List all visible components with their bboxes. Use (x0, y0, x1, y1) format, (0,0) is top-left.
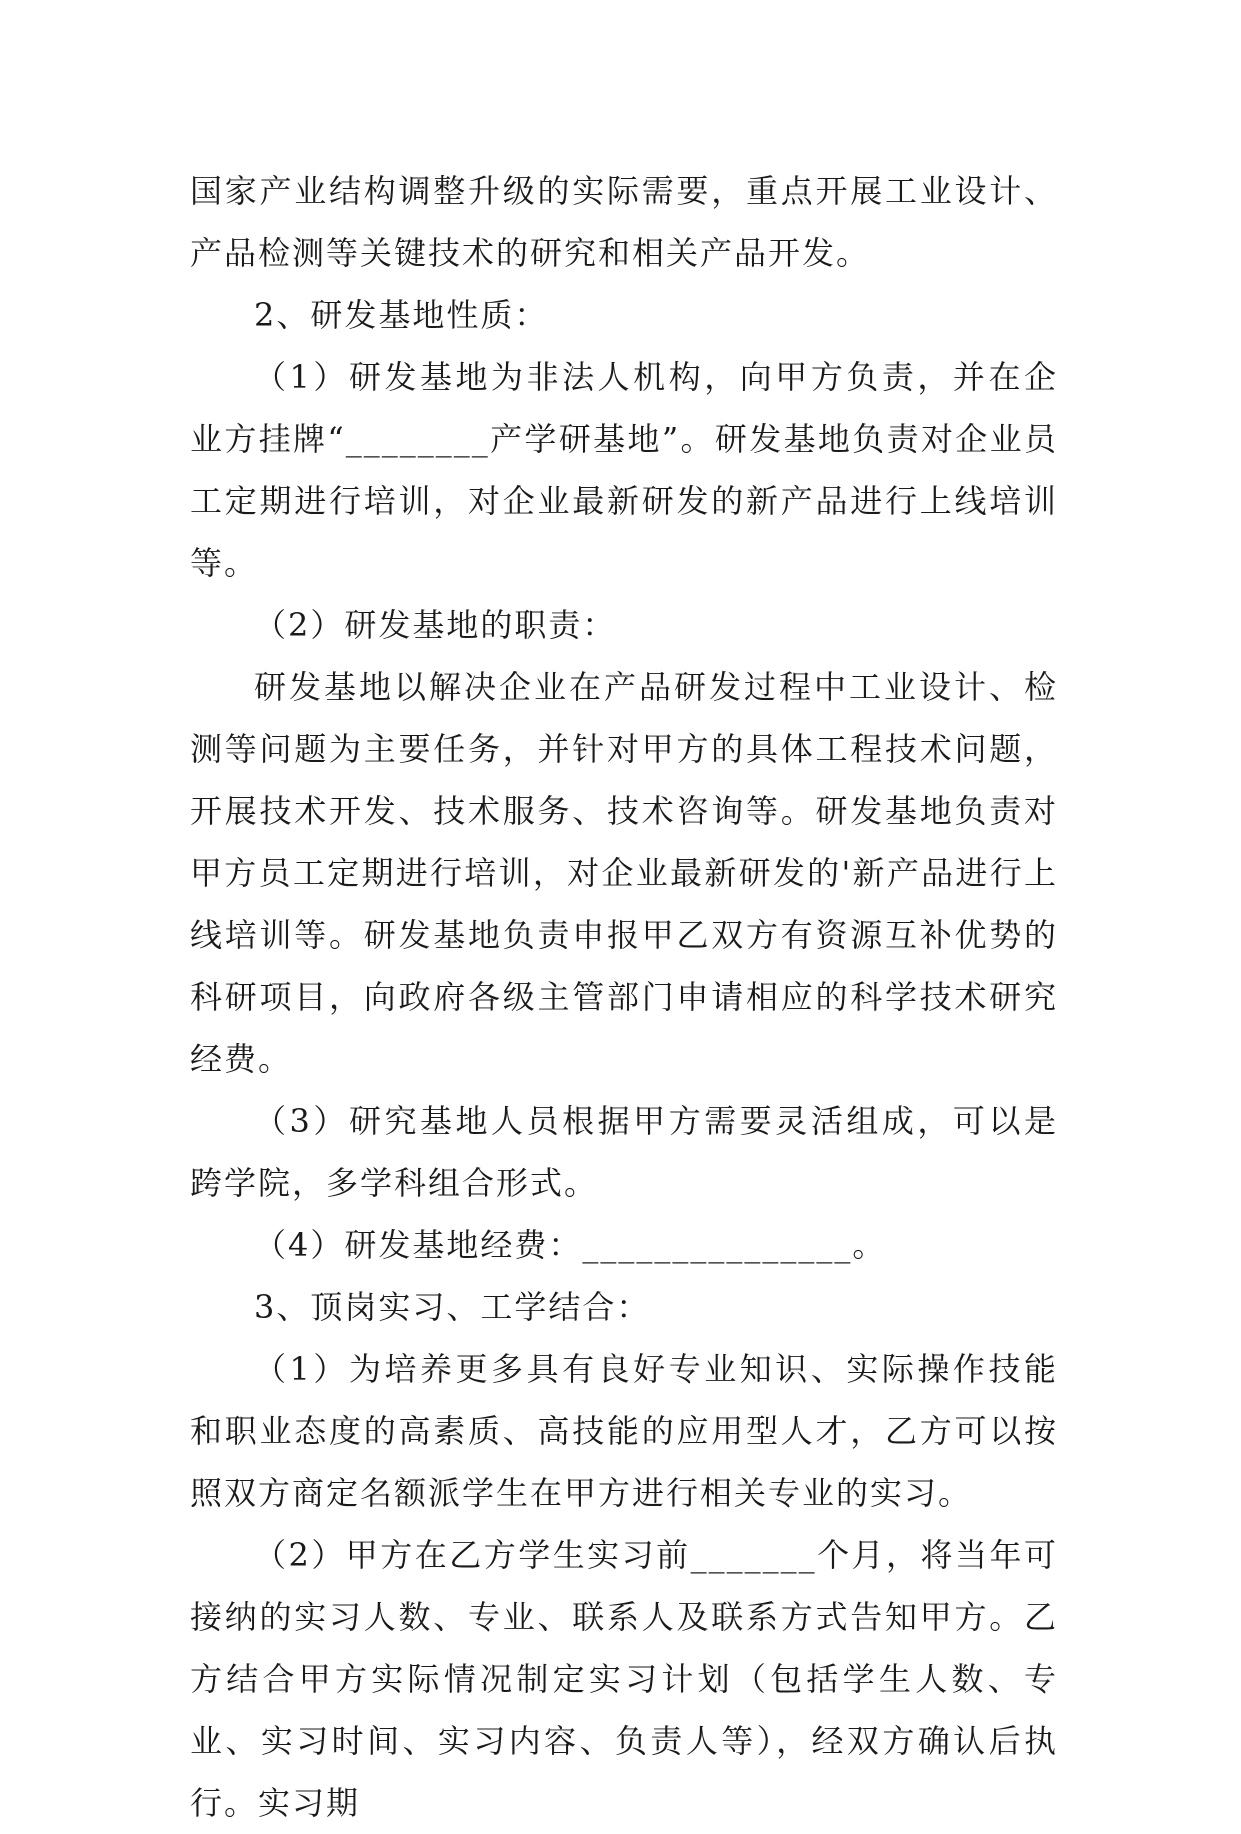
paragraph: （1）为培养更多具有良好专业知识、实际操作技能和职业态度的高素质、高技能的应用型人才，乙方可以按照双方商定名额派学生在甲方进行相关专业的实习。 (190, 1350, 1058, 1512)
paragraph: （3）研究基地人员根据甲方需要灵活组成，可以是跨学院，多学科组合形式。 (190, 1102, 1058, 1202)
paragraph: 研发基地以解决企业在产品研发过程中工业设计、检测等问题为主要任务，并针对甲方的具体工程技术问题，开展技术开发、技术服务、技术咨询等。研发基地负责对甲方员工定期进行培训，对企业最新研发的'新产品进行上线培训等。研发基地负责申报甲乙双方有资源互补优势的科研项目，向政府各级主管部门申请相应的科学技术研究经费。 (190, 668, 1058, 1078)
paragraph: （2）甲方在乙方学生实习前_______个月，将当年可接纳的实习人数、专业、联系人及联系方式告知甲方。乙方结合甲方实际情况制定实习计划（包括学生人数、专业、实习时间、实习内容、负责人等），经双方确认后执行。实习期 (190, 1536, 1058, 1822)
document-body (190, 160, 1058, 1834)
paragraph: （1）研发基地为非法人机构，向甲方负责，并在企业方挂牌“________产学研基地”。研发基地负责对企业员工定期进行培训，对企业最新研发的新产品进行上线培训等。 (190, 358, 1058, 582)
paragraph: 3、顶岗实习、工学结合： (254, 1288, 651, 1326)
paragraph: （4）研发基地经费：_______________。 (254, 1226, 887, 1264)
paragraph: 2、研发基地性质： (254, 296, 549, 334)
paragraph: 国家产业结构调整升级的实际需要，重点开展工业设计、产品检测等关键技术的研究和相关产品开发。 (190, 172, 1058, 272)
paragraph: （2）研发基地的职责： (254, 606, 617, 644)
